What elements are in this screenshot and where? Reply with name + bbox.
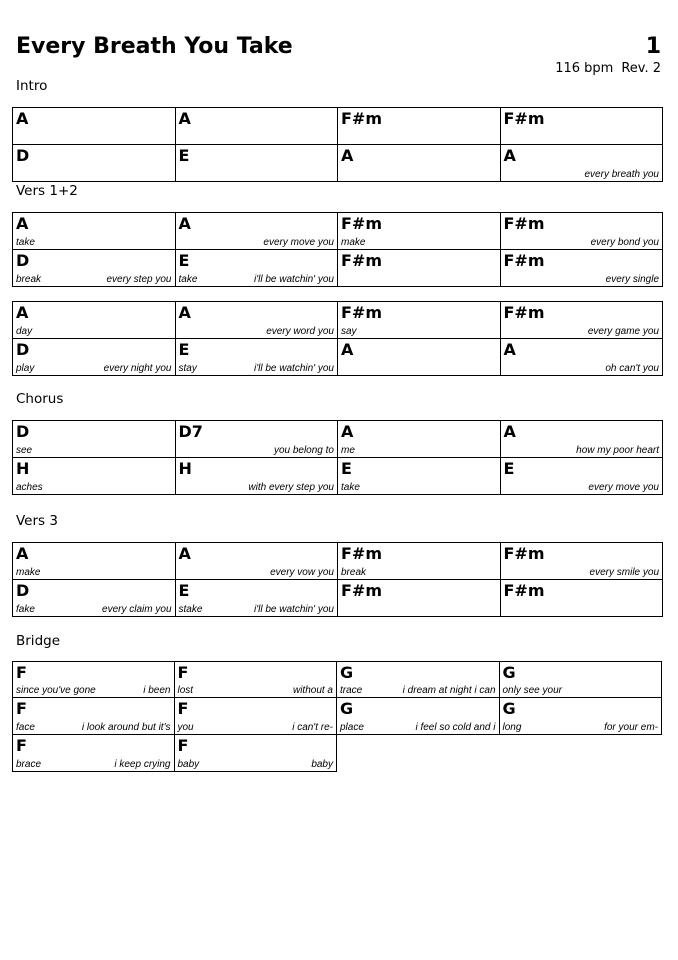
- chord-symbol: A: [178, 109, 191, 128]
- lyric-right: oh can't you: [605, 363, 659, 374]
- chord-cell: [13, 302, 176, 339]
- lyric-right: how my poor heart: [576, 445, 659, 456]
- lyric-left: face: [16, 722, 35, 733]
- lyric-right: every move you: [588, 482, 659, 493]
- chord-symbol: A: [16, 544, 29, 563]
- chord-grid: [12, 420, 663, 495]
- lyric-right: every word you: [266, 326, 334, 337]
- chord-symbol: F#m: [503, 581, 545, 600]
- chord-symbol: A: [178, 544, 191, 563]
- lyric-left: since you've gone: [16, 685, 96, 696]
- chord-cell: [13, 580, 176, 617]
- chord-cell: [338, 145, 501, 182]
- chord-symbol: A: [341, 146, 354, 165]
- chord-symbol: D: [16, 146, 30, 165]
- chord-symbol: A: [503, 422, 516, 441]
- chord-symbol: E: [178, 146, 190, 165]
- lyric-right: i keep crying: [114, 759, 171, 770]
- chord-cell: [501, 302, 664, 339]
- lyric-right: every breath you: [584, 169, 659, 180]
- chord-symbol: F#m: [503, 303, 545, 322]
- chord-cell: [501, 339, 664, 376]
- chord-symbol: A: [503, 146, 516, 165]
- chord-symbol: F: [16, 736, 27, 755]
- lyric-right: for your em-: [604, 722, 658, 733]
- chord-cell: [337, 661, 500, 698]
- chord-symbol: E: [178, 581, 190, 600]
- chord-symbol: A: [16, 303, 29, 322]
- chord-symbol: A: [178, 214, 191, 233]
- chord-symbol: G: [340, 699, 354, 718]
- chord-cell: [501, 250, 664, 287]
- lyric-right: every single: [605, 274, 659, 285]
- chord-cell: [13, 108, 176, 145]
- lyric-right: i'll be watchin' you: [254, 363, 334, 374]
- lyric-left: see: [16, 445, 33, 456]
- chord-cell: [501, 213, 664, 250]
- lyric-right: every claim you: [102, 604, 172, 615]
- lyric-left: make: [341, 237, 366, 248]
- lyric-left: break: [16, 274, 42, 285]
- chord-symbol: F: [16, 699, 27, 718]
- chord-symbol: E: [178, 251, 190, 270]
- chord-cell: [338, 458, 501, 495]
- lyric-left: take: [178, 274, 198, 285]
- chord-cell: [13, 250, 176, 287]
- chord-cell: [12, 661, 175, 698]
- chord-symbol: A: [178, 303, 191, 322]
- chord-symbol: F#m: [341, 544, 383, 563]
- page-number: 1: [645, 34, 661, 59]
- chord-cell: [13, 421, 176, 458]
- lyric-left: make: [16, 567, 41, 578]
- chord-cell: [337, 698, 500, 735]
- lyric-right: i feel so cold and i: [415, 722, 496, 733]
- lyric-right: every bond you: [590, 237, 659, 248]
- chord-cell: [176, 302, 339, 339]
- chord-cell: [12, 698, 175, 735]
- lyric-left: lost: [177, 685, 194, 696]
- chord-symbol: D7: [178, 422, 203, 441]
- lyric-right: you belong to: [273, 445, 334, 456]
- lyric-left: play: [16, 363, 35, 374]
- lyric-right: i'll be watchin' you: [254, 604, 334, 615]
- chord-symbol: D: [16, 251, 30, 270]
- chord-cell: [338, 421, 501, 458]
- lyric-left: trace: [340, 685, 363, 696]
- chord-cell: [338, 108, 501, 145]
- chord-grid: [12, 542, 663, 617]
- lyric-left: stay: [178, 363, 197, 374]
- chord-symbol: H: [16, 459, 30, 478]
- lyric-left: long: [502, 722, 522, 733]
- lyric-right: every step you: [106, 274, 172, 285]
- chord-cell: [176, 108, 339, 145]
- chord-symbol: A: [16, 109, 29, 128]
- chord-cell: [500, 661, 663, 698]
- chord-symbol: F: [16, 663, 27, 682]
- chord-cell: [501, 543, 664, 580]
- chord-cell: [176, 213, 339, 250]
- lyric-right: every smile you: [589, 567, 659, 578]
- lyric-right: every game you: [587, 326, 659, 337]
- chord-cell: [338, 302, 501, 339]
- lyric-left: break: [341, 567, 367, 578]
- lyric-left: fake: [16, 604, 35, 615]
- song-meta: [555, 61, 661, 76]
- chord-cell: [338, 213, 501, 250]
- chord-cell: [501, 145, 664, 182]
- lyric-left: you: [177, 722, 194, 733]
- section-label-intro: Intro: [16, 78, 48, 94]
- chord-symbol: F#m: [503, 544, 545, 563]
- chord-cell: [13, 543, 176, 580]
- section-label-vers-1-2: Vers 1+2: [16, 183, 78, 199]
- chord-symbol: A: [16, 214, 29, 233]
- chord-cell: [176, 250, 339, 287]
- section-label-bridge: Bridge: [16, 633, 61, 649]
- chord-cell: [176, 339, 339, 376]
- chord-symbol: D: [16, 340, 30, 359]
- lyric-left: me: [341, 445, 355, 456]
- lyric-left: place: [340, 722, 364, 733]
- lyric-right: i'll be watchin' you: [254, 274, 334, 285]
- lyric-left: day: [16, 326, 33, 337]
- chord-grid: [12, 661, 662, 772]
- chord-cell: [175, 698, 338, 735]
- lyric-left: take: [16, 237, 35, 248]
- chord-cell: [175, 661, 338, 698]
- lyric-right: baby: [311, 759, 333, 770]
- chord-symbol: G: [502, 663, 516, 682]
- lyric-left: take: [341, 482, 360, 493]
- chord-grid: [12, 212, 663, 287]
- chord-cell: [501, 580, 664, 617]
- lyric-left: stake: [178, 604, 203, 615]
- chord-cell: [338, 580, 501, 617]
- chord-symbol: F: [177, 699, 189, 718]
- chord-cell: [501, 108, 664, 145]
- chord-symbol: A: [341, 422, 354, 441]
- lyric-right: without a: [292, 685, 333, 696]
- lyric-right: every vow you: [270, 567, 334, 578]
- chord-grid: [12, 107, 663, 182]
- chord-symbol: E: [178, 340, 190, 359]
- chord-symbol: F: [177, 663, 189, 682]
- chord-symbol: F#m: [341, 303, 383, 322]
- chord-symbol: F#m: [503, 214, 545, 233]
- lyric-right: i can't re-: [292, 722, 333, 733]
- chord-symbol: F#m: [503, 251, 545, 270]
- chord-symbol: F#m: [341, 109, 383, 128]
- song-title: Every Breath You Take: [16, 34, 293, 59]
- lyric-right: i dream at night i can: [402, 685, 496, 696]
- chord-cell: [176, 145, 339, 182]
- chord-cell: [338, 339, 501, 376]
- lyric-left: say: [341, 326, 357, 337]
- lyric-left: aches: [16, 482, 43, 493]
- chord-symbol: F: [177, 736, 189, 755]
- chord-grid: [12, 301, 663, 376]
- chord-cell: [13, 458, 176, 495]
- chord-cell: [501, 458, 664, 495]
- chord-symbol: G: [340, 663, 354, 682]
- lyric-right: i look around but it's: [81, 722, 171, 733]
- lyric-right: every night you: [103, 363, 172, 374]
- lyric-right: i been: [143, 685, 171, 696]
- lyric-right: with every step you: [248, 482, 334, 493]
- chord-symbol: D: [16, 422, 30, 441]
- chord-symbol: F#m: [341, 214, 383, 233]
- chord-symbol: G: [502, 699, 516, 718]
- chord-cell: [13, 213, 176, 250]
- chord-symbol: F#m: [341, 251, 383, 270]
- section-label-chorus: Chorus: [16, 391, 64, 407]
- chord-cell: [501, 421, 664, 458]
- chord-symbol: A: [341, 340, 354, 359]
- chord-cell: [12, 735, 175, 772]
- chord-cell: [13, 339, 176, 376]
- chord-cell: [500, 698, 663, 735]
- chord-symbol: E: [341, 459, 352, 478]
- lyric-right: every move you: [263, 237, 334, 248]
- chord-symbol: F#m: [341, 581, 383, 600]
- chord-cell: [176, 580, 339, 617]
- chord-cell: [176, 421, 339, 458]
- chord-cell: [338, 543, 501, 580]
- chord-symbol: H: [178, 459, 192, 478]
- chord-symbol: D: [16, 581, 30, 600]
- section-label-vers-3: Vers 3: [16, 513, 58, 529]
- chord-symbol: A: [503, 340, 516, 359]
- chord-symbol: F#m: [503, 109, 545, 128]
- lyric-left: baby: [177, 759, 200, 770]
- lyric-left: only see your: [502, 685, 562, 696]
- chord-cell: [338, 250, 501, 287]
- chord-cell: [13, 145, 176, 182]
- lyric-left: brace: [16, 759, 42, 770]
- revision: Rev. 2: [621, 61, 661, 76]
- chord-cell: [176, 458, 339, 495]
- chord-cell: [175, 735, 338, 772]
- chord-cell: [176, 543, 339, 580]
- tempo: 116 bpm: [555, 61, 614, 76]
- chord-symbol: E: [503, 459, 515, 478]
